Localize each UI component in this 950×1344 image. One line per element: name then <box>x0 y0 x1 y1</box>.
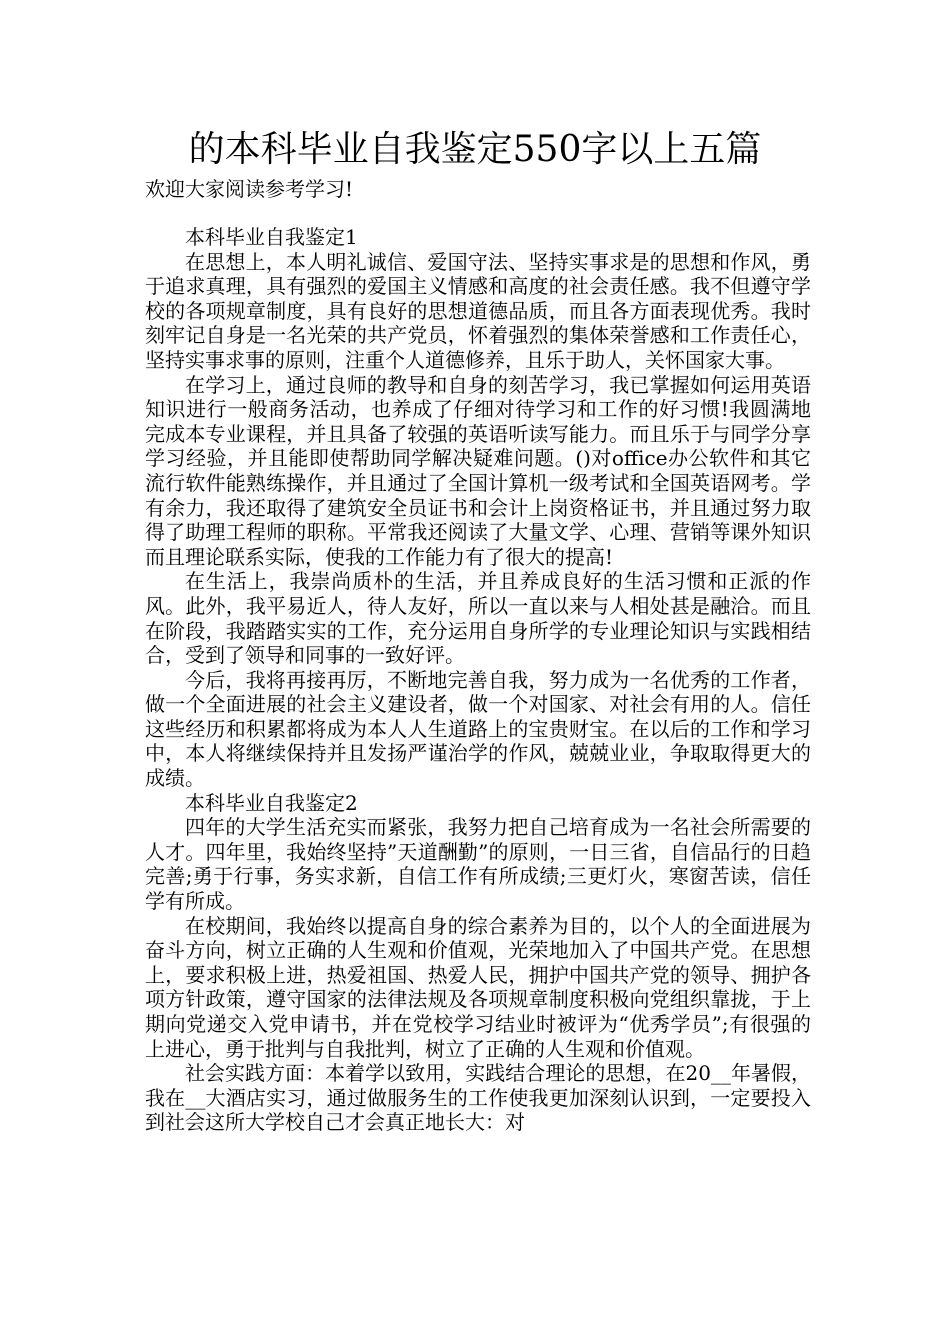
document-body <box>145 225 811 1135</box>
body-paragraph: 在生活上，我崇尚质朴的生活，并且养成良好的生活习惯和正派的作风。此外，我平易近人，待人友好，所以一直以来与人相处甚是融洽。而且在阶段，我踏踏实实的工作，充分运用自身所学的专业理论知识与实践相结合，受到了领导和同事的一致好评。 <box>145 569 811 668</box>
body-paragraph: 在学习上，通过良师的教导和自身的刻苦学习，我已掌握如何运用英语知识进行一般商务活动，也养成了仔细对待学习和工作的好习惯!我圆满地完成本专业课程，并且具备了较强的英语听读写能力。而且乐于与同学分享学习经验，并且能即使帮助同学解决疑难问题。()对office办公软件和其它流行软件能熟练操作，并且通过了全国计算机一级考试和全国英语网考。学有余力，我还取得了建筑安全员证书和会计上岗资格证书，并且通过努力取得了助理工程师的职称。平常我还阅读了大量文学、心理、营销等课外知识而且理论联系实际，使我的工作能力有了很大的提高! <box>145 372 811 569</box>
body-paragraph: 四年的大学生活充实而紧张，我努力把自己培育成为一名社会所需要的人才。四年里，我始终坚持”天道酬勤”的原则，一日三省，自信品行的日趋完善;勇于行事，务实求新，自信工作有所成绩;三更灯火，寒窗苦读，信任学有所成。 <box>145 815 811 914</box>
document-title: 的本科毕业自我鉴定550字以上五篇 <box>188 129 762 170</box>
body-paragraph: 社会实践方面：本着学以致用，实践结合理论的思想，在20__年暑假，我在__大酒店实习，通过做服务生的工作使我更加深刻认识到，一定要投入到社会这所大学校自己才会真正地长大：对 <box>145 1061 811 1135</box>
section-heading: 本科毕业自我鉴定1 <box>185 225 358 249</box>
body-paragraph: 今后，我将再接再厉，不断地完善自我，努力成为一名优秀的工作者，做一个全面进展的社会主义建设者，做一个对国家、对社会有用的人。信任这些经历和积累都将成为本人人生道路上的宝贵财宝。在以后的工作和学习中，本人将继续保持并且发扬严谨治学的作风，兢兢业业，争取取得更大的成绩。 <box>145 667 811 791</box>
intro-text: 欢迎大家阅读参考学习! <box>145 177 354 201</box>
section-heading: 本科毕业自我鉴定2 <box>185 790 358 815</box>
body-paragraph: 在思想上，本人明礼诚信、爱国守法、坚持实事求是的思想和作风，勇于追求真理，具有强烈的爱国主义情感和高度的社会责任感。我不但遵守学校的各项规章制度，具有良好的思想道德品质，而且各方面表现优秀。我时刻牢记自身是一名光荣的共产党员，怀着强烈的集体荣誉感和工作责任心，坚持实事求事的原则，注重个人道德修养，且乐于助人，关怀国家大事。 <box>145 249 811 372</box>
body-paragraph: 在校期间，我始终以提高自身的综合素养为目的，以个人的全面进展为奋斗方向，树立正确的人生观和价值观，光荣地加入了中国共产党。在思想上，要求积极上进，热爱祖国、热爱人民，拥护中国共产党的领导、拥护各项方针政策，遵守国家的法律法规及各项规章制度积极向党组织靠拢，于上期向党递交入党申请书，并在党校学习结业时被评为“优秀学员”;有很强的上进心，勇于批判与自我批判，树立了正确的人生观和价值观。 <box>145 913 811 1061</box>
